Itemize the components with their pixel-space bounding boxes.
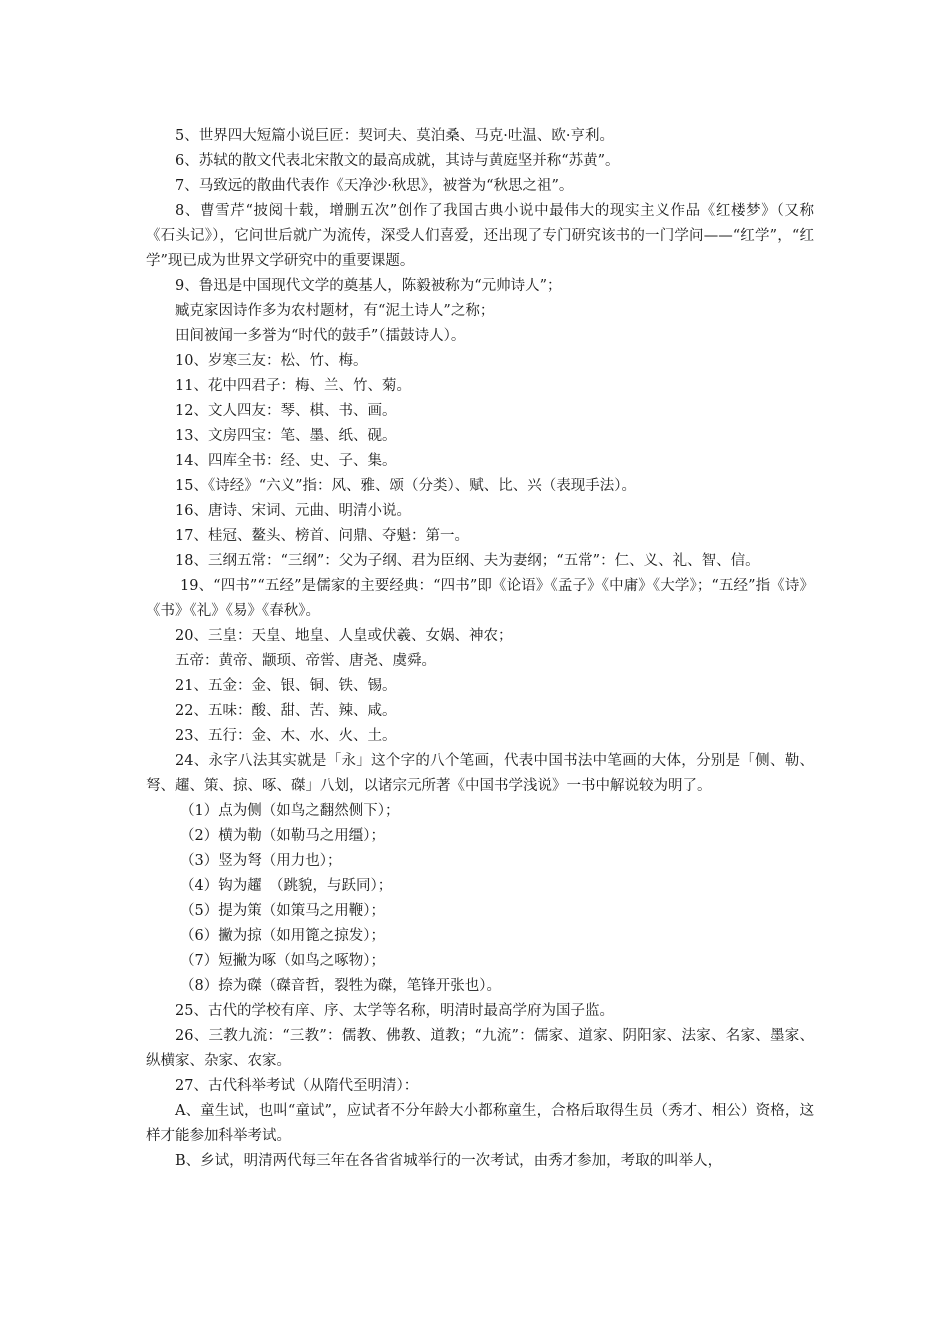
subitem-stroke-3: （3）竖为弩（用力也）； — [180, 853, 342, 869]
paragraph-item-19: 19、“四书”“五经”是儒家的主要经典：“四书”即《论语》《孟子》《中庸》《大学》；“五经”指《诗》《书》《礼》《易》《春秋》。 — [146, 578, 814, 619]
subitem-stroke-1: （1）点为侧（如鸟之翻然侧下）； — [180, 803, 400, 819]
subitem-stroke-7: （7）短撇为啄（如鸟之啄物）； — [180, 953, 385, 969]
subitem-stroke-6: （6）撇为掠（如用篦之掠发）； — [180, 928, 385, 944]
paragraph-item-20-wudi: 五帝：黄帝、颛顼、帝喾、唐尧、虞舜。 — [175, 653, 436, 669]
paragraph-item-10: 10、岁寒三友：松、竹、梅。 — [175, 353, 368, 369]
paragraph-item-17: 17、桂冠、鳌头、榜首、问鼎、夺魁：第一。 — [175, 528, 469, 544]
document-page — [146, 124, 814, 1174]
paragraph-item-24: 24、永字八法其实就是「永」这个字的八个笔画，代表中国书法中笔画的大体，分别是「侧、勒、弩、趯、策、掠、啄、磔」八划，以诸宗元所著《中国书学浅说》一书中解说较为明了。 — [146, 753, 814, 794]
paragraph-item-27: 27、古代科举考试（从隋代至明清）： — [175, 1078, 419, 1094]
paragraph-item-26: 26、三教九流：“三教”：儒教、佛教、道教；“九流”：儒家、道家、阴阳家、法家、名家、墨家、纵横家、杂家、农家。 — [146, 1028, 814, 1069]
paragraph-item-21: 21、五金：金、银、铜、铁、锡。 — [175, 678, 397, 694]
paragraph-item-27-b: B、乡试，明清两代每三年在各省省城举行的一次考试，由秀才参加，考取的叫举人， — [175, 1153, 723, 1169]
subitem-stroke-8: （8）捺为磔（磔音哲，裂牲为磔，笔锋开张也）。 — [180, 978, 501, 994]
paragraph-item-9-tian: 田间被闻一多誉为“时代的鼓手”（擂鼓诗人）。 — [175, 328, 466, 344]
paragraph-item-9-zang: 臧克家因诗作多为农村题材，有“泥土诗人”之称； — [175, 303, 495, 319]
paragraph-item-22: 22、五味：酸、甜、苦、辣、咸。 — [175, 703, 397, 719]
paragraph-item-6: 6、苏轼的散文代表北宋散文的最高成就，其诗与黄庭坚并称“苏黄”。 — [175, 153, 620, 169]
subitem-stroke-2: （2）横为勒（如勒马之用缰）； — [180, 828, 385, 844]
paragraph-item-27-a: A、童生试，也叫“童试”，应试者不分年龄大小都称童生，合格后取得生员（秀才、相公）资格，这样才能参加科举考试。 — [146, 1103, 814, 1144]
paragraph-item-8: 8、曹雪芹“披阅十载，增删五次”创作了我国古典小说中最伟大的现实主义作品《红楼梦》（又称《石头记》），它问世后就广为流传，深受人们喜爱，还出现了专门研究该书的一门学问——“红学”，“红学”现已成为世界文学研究中的重要课题。 — [146, 203, 814, 269]
paragraph-item-13: 13、文房四宝：笔、墨、纸、砚。 — [175, 428, 397, 444]
subitem-stroke-4: （4）钩为趯 （跳貌，与跃同）； — [180, 878, 393, 894]
paragraph-item-23: 23、五行：金、木、水、火、土。 — [175, 728, 397, 744]
paragraph-item-11: 11、花中四君子：梅、兰、竹、菊。 — [175, 378, 411, 394]
subitem-stroke-5: （5）提为策（如策马之用鞭）； — [180, 903, 385, 919]
paragraph-item-7: 7、马致远的散曲代表作《天净沙·秋思》，被誉为“秋思之祖”。 — [175, 178, 574, 194]
paragraph-item-25: 25、古代的学校有庠、序、太学等名称，明清时最高学府为国子监。 — [175, 1003, 614, 1019]
paragraph-item-20: 20、三皇：天皇、地皇、人皇或伏羲、女娲、神农； — [175, 628, 513, 644]
paragraph-item-5: 5、世界四大短篇小说巨匠：契诃夫、莫泊桑、马克·吐温、欧·亨利。 — [175, 128, 614, 144]
paragraph-item-18: 18、三纲五常：“三纲”：父为子纲、君为臣纲、夫为妻纲；“五常”：仁、义、礼、智、信。 — [175, 553, 760, 569]
paragraph-item-12: 12、文人四友：琴、棋、书、画。 — [175, 403, 397, 419]
paragraph-item-14: 14、四库全书：经、史、子、集。 — [175, 453, 397, 469]
paragraph-item-9: 9、鲁迅是中国现代文学的奠基人，陈毅被称为“元帅诗人”； — [175, 278, 562, 294]
paragraph-item-15: 15、《诗经》“六义”指：风、雅、颂（分类）、赋、比、兴（表现手法）。 — [175, 478, 637, 494]
paragraph-item-16: 16、唐诗、宋词、元曲、明清小说。 — [175, 503, 411, 519]
